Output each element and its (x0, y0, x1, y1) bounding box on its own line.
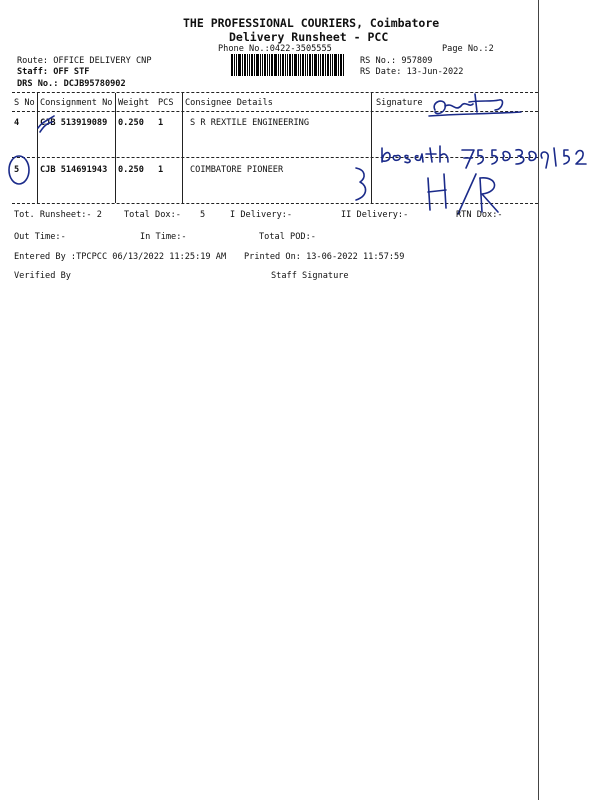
ii-delivery: II Delivery:- (341, 210, 409, 220)
verified-by: Verified By (14, 271, 71, 281)
handwritten-note (378, 140, 588, 174)
barcode-bar (322, 54, 324, 76)
printed-on: Printed On: 13-06-2022 11:57:59 (244, 252, 405, 262)
barcode-bar (280, 54, 281, 76)
barcode-bar (244, 54, 246, 76)
row-pcs: 1 (158, 118, 164, 128)
row-consignee: COIMBATORE PIONEER (190, 165, 284, 175)
handwritten-note-text (0, 0, 1, 1)
barcode-bar (309, 54, 311, 76)
row-sno: 4 (14, 118, 20, 128)
barcode-bar (338, 54, 339, 76)
total-pod: Total POD:- (259, 232, 316, 242)
route: Route: OFFICE DELIVERY CNP (17, 56, 152, 66)
row-weight: 0.250 (118, 165, 144, 175)
row-consignment: CJB 513919089 (40, 118, 108, 128)
barcode-bar (274, 54, 277, 76)
total-dox-label: Total Dox:- (124, 210, 181, 220)
handwritten-signature (425, 90, 525, 124)
rs-date: RS Date: 13-Jun-2022 (360, 67, 464, 77)
staff: Staff: OFF STF (17, 67, 90, 77)
barcode-bar (282, 54, 284, 76)
column-divider (182, 93, 183, 203)
document-title: Delivery Runsheet - PCC (229, 30, 389, 44)
column-divider (115, 93, 116, 203)
barcode-bar (251, 54, 253, 76)
col-header-signature: Signature (376, 98, 423, 108)
col-header-consignee: Consignee Details (185, 98, 273, 108)
row-pcs: 1 (158, 165, 164, 175)
barcode (231, 54, 351, 76)
barcode-bar (302, 54, 304, 76)
in-time: In Time:- (140, 232, 187, 242)
barcode-bar (343, 54, 344, 76)
barcode-bar (249, 54, 250, 76)
barcode-bar (267, 54, 268, 76)
barcode-bar (256, 54, 259, 76)
row-weight: 0.250 (118, 118, 144, 128)
total-runsheet: Tot. Runsheet:- 2 (14, 210, 102, 220)
row-consignment: CJB 514691943 (40, 165, 108, 175)
page-number: Page No.:2 (442, 44, 494, 54)
barcode-bar (294, 54, 297, 76)
rs-number: RS No.: 957809 (360, 56, 433, 66)
barcode-bar (285, 54, 286, 76)
barcode-bar (314, 54, 317, 76)
col-header-weight: Weight (118, 98, 150, 108)
col-header-pcs: PCS (158, 98, 174, 108)
column-divider (37, 93, 38, 203)
total-dox-value: 5 (200, 210, 206, 220)
barcode-bar (242, 54, 243, 76)
row-sno: 5 (14, 165, 20, 175)
barcode-bar (334, 54, 337, 76)
row-consignee: S R REXTILE ENGINEERING (190, 118, 309, 128)
barcode-bar (340, 54, 342, 76)
barcode-bar (287, 54, 288, 76)
barcode-bar (305, 54, 306, 76)
barcode-bar (292, 54, 293, 76)
barcode-bar (278, 54, 279, 76)
barcode-bar (264, 54, 266, 76)
barcode-bar (298, 54, 299, 76)
barcode-bar (289, 54, 291, 76)
handwritten-circle (5, 152, 35, 188)
barcode-bar (318, 54, 319, 76)
barcode-bar (327, 54, 329, 76)
barcode-bar (320, 54, 321, 76)
i-delivery: I Delivery:- (230, 210, 293, 220)
barcode-bar (325, 54, 326, 76)
page-edge-line (538, 0, 539, 800)
barcode-bar (307, 54, 308, 76)
barcode-bar (236, 54, 237, 76)
barcode-bar (262, 54, 263, 76)
barcode-bar (254, 54, 255, 76)
entered-by: Entered By :TPCPCC 06/13/2022 11:25:19 AM (14, 252, 227, 262)
barcode-bar (231, 54, 233, 76)
barcode-bar (260, 54, 261, 76)
handwritten-tick (30, 112, 60, 142)
barcode-bar (332, 54, 333, 76)
handwritten-hr-text (0, 0, 1, 1)
barcode-bar (300, 54, 301, 76)
drs-number: DRS No.: DCJB95780902 (17, 79, 126, 89)
barcode-bar (247, 54, 248, 76)
out-time: Out Time:- (14, 232, 66, 242)
col-header-consignment: Consignment No (40, 98, 113, 108)
phone-number: Phone No.:0422-3505555 (218, 44, 332, 54)
barcode-bar (271, 54, 273, 76)
barcode-bar (269, 54, 270, 76)
handwritten-brace (352, 164, 372, 204)
barcode-bar (330, 54, 331, 76)
col-header-sno: S No (14, 98, 35, 108)
barcode-bar (234, 54, 235, 76)
staff-signature: Staff Signature (271, 271, 349, 281)
rtn-dox: RTN Dox:- (456, 210, 503, 220)
barcode-bar (312, 54, 313, 76)
barcode-bar (238, 54, 241, 76)
company-name: THE PROFESSIONAL COURIERS, Coimbatore (183, 16, 440, 30)
